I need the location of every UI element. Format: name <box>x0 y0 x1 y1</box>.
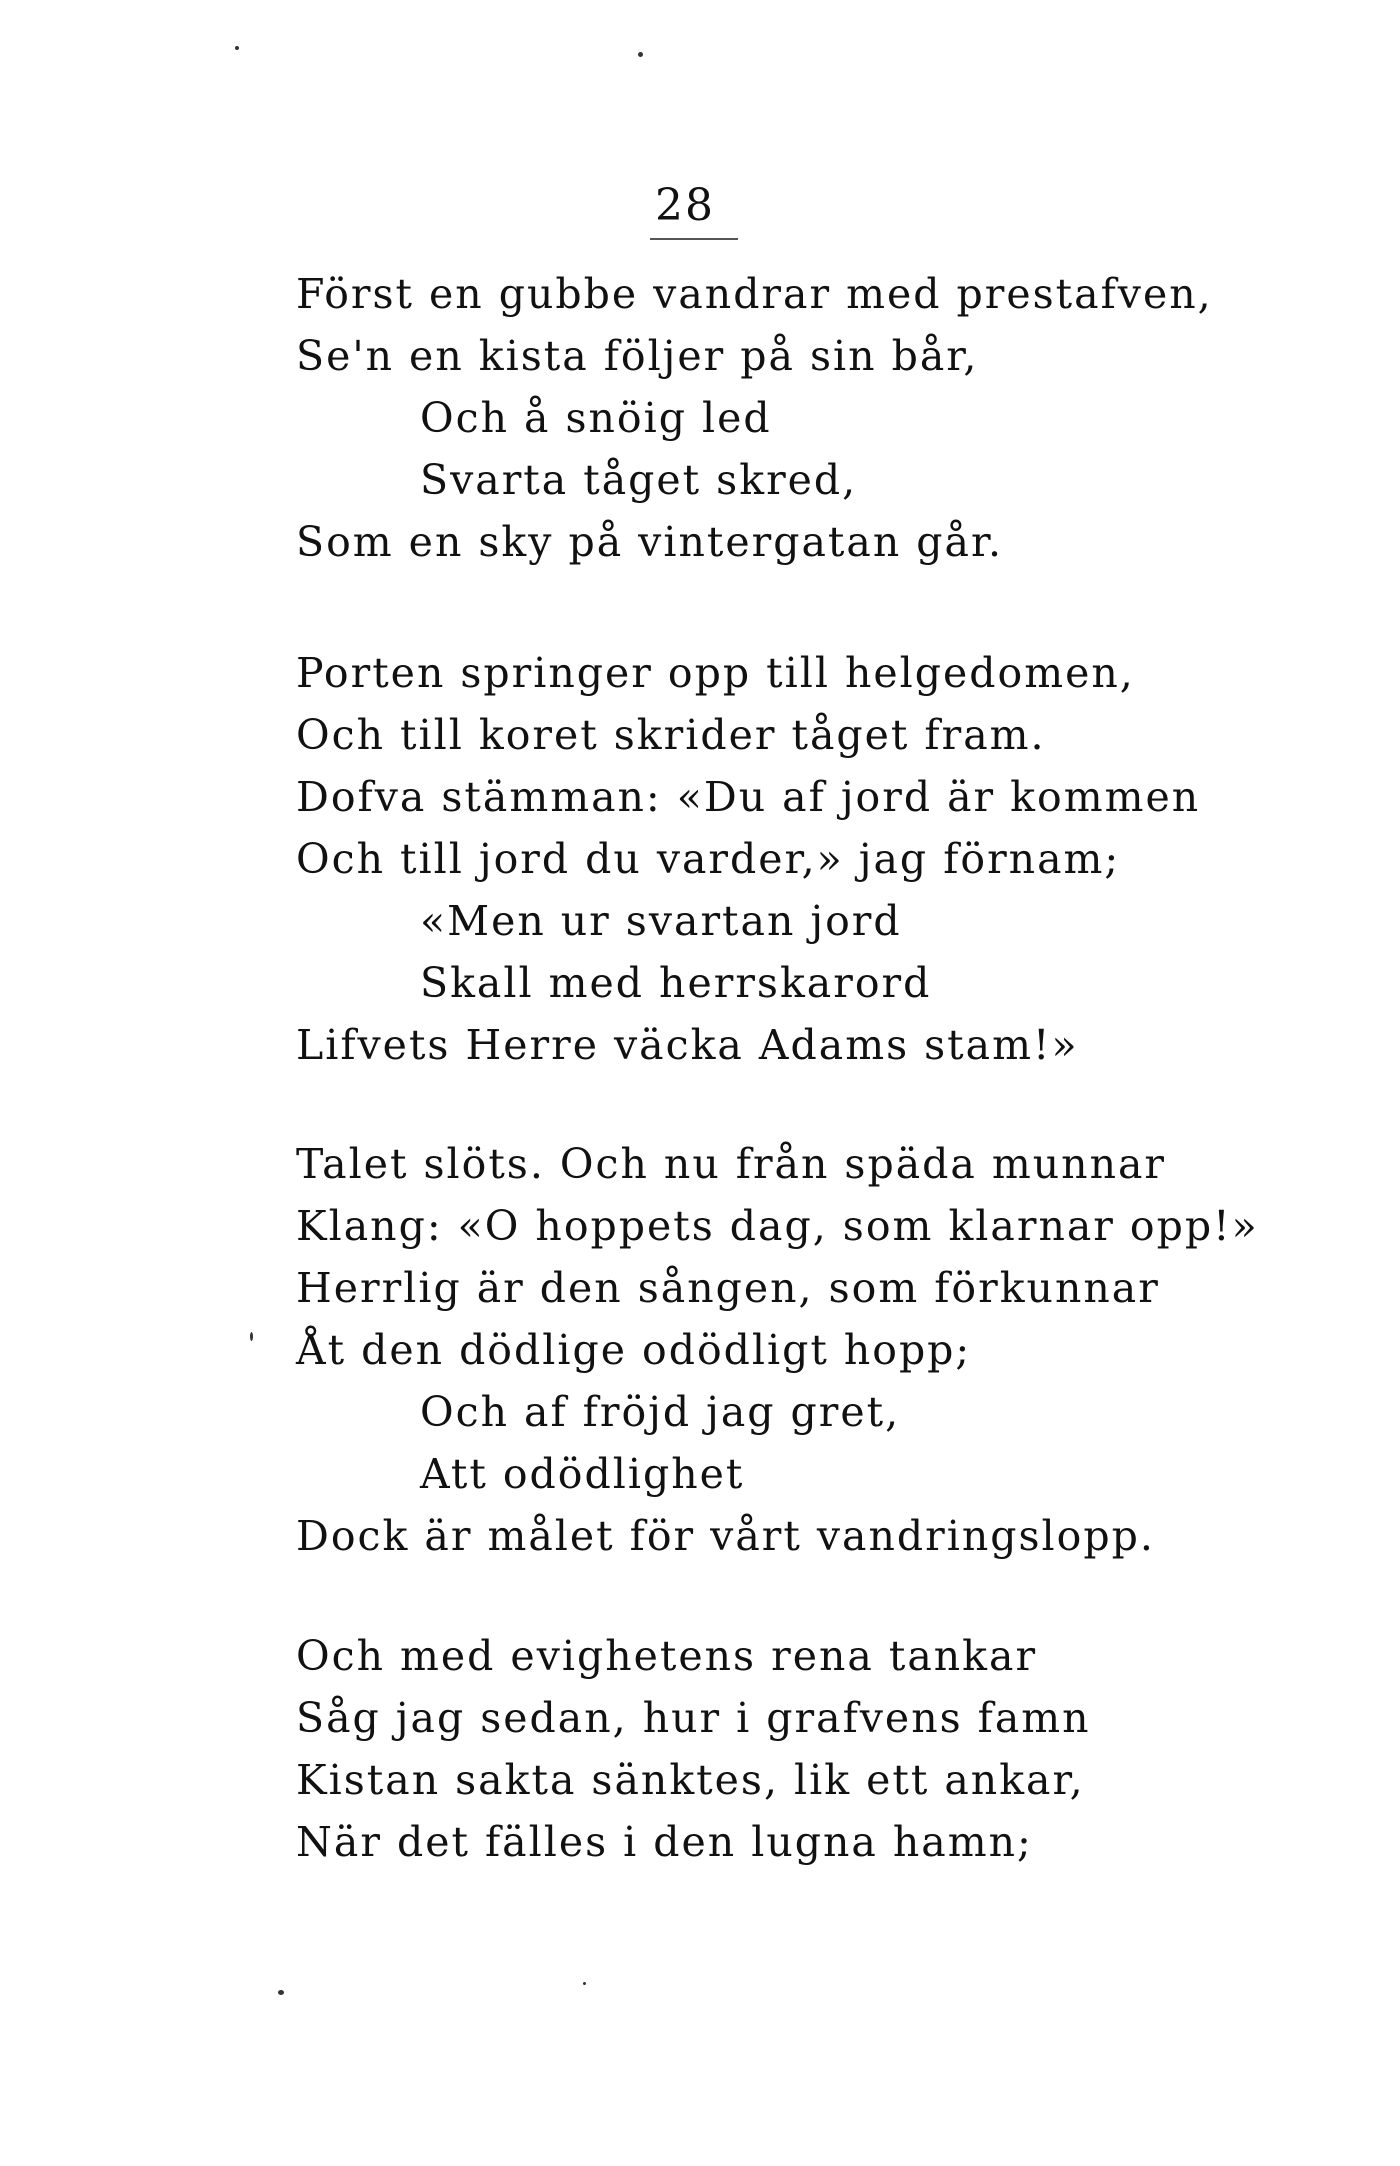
verse-line: Herrlig är den sången, som förkunnar <box>296 1264 1160 1312</box>
page-number-rule <box>650 238 738 240</box>
page-number: 28 <box>655 180 715 231</box>
verse-line: Dofva stämman: «Du af jord är kommen <box>296 773 1201 821</box>
scan-speck <box>235 46 239 50</box>
verse-line: Klang: «O hoppets dag, som klarnar opp!» <box>296 1202 1259 1250</box>
verse-line: Att odödlighet <box>420 1450 745 1498</box>
stanza-1 <box>296 263 1296 573</box>
verse-line: När det fälles i den lugna hamn; <box>296 1818 1033 1866</box>
verse-line: Porten springer opp till helgedomen, <box>296 649 1135 697</box>
verse-line: Och å snöig led <box>420 394 772 442</box>
verse-line: Se'n en kista följer på sin bår, <box>296 332 979 380</box>
verse-line: «Men ur svartan jord <box>420 897 902 945</box>
verse-line: Först en gubbe vandrar med prestafven, <box>296 270 1213 318</box>
verse-line: Såg jag sedan, hur i grafvens famn <box>296 1694 1091 1742</box>
scan-speck <box>278 1990 284 1995</box>
verse-line: Och af fröjd jag gret, <box>420 1388 901 1436</box>
scan-speck <box>583 1982 586 1985</box>
verse-line: Svarta tåget skred, <box>420 456 858 504</box>
verse-line: Kistan sakta sänktes, lik ett ankar, <box>296 1756 1085 1804</box>
stanza-3 <box>296 1133 1296 1567</box>
verse-line: Och till jord du varder,» jag förnam; <box>296 835 1121 883</box>
verse-line: Skall med herrskarord <box>420 959 932 1007</box>
stanza-4 <box>296 1625 1296 1873</box>
verse-line: Och till koret skrider tåget fram. <box>296 711 1046 759</box>
stanza-2 <box>296 642 1296 1076</box>
verse-line: Som en sky på vintergatan går. <box>296 518 1004 566</box>
verse-line: Talet slöts. Och nu från späda munnar <box>296 1140 1167 1188</box>
scan-speck <box>638 52 643 57</box>
scan-speck <box>250 1332 253 1341</box>
verse-line: Dock är målet för vårt vandringslopp. <box>296 1512 1155 1560</box>
verse-line: Åt den dödlige odödligt hopp; <box>296 1326 972 1374</box>
verse-line: Lifvets Herre väcka Adams stam!» <box>296 1021 1079 1069</box>
verse-line: Och med evighetens rena tankar <box>296 1632 1038 1680</box>
